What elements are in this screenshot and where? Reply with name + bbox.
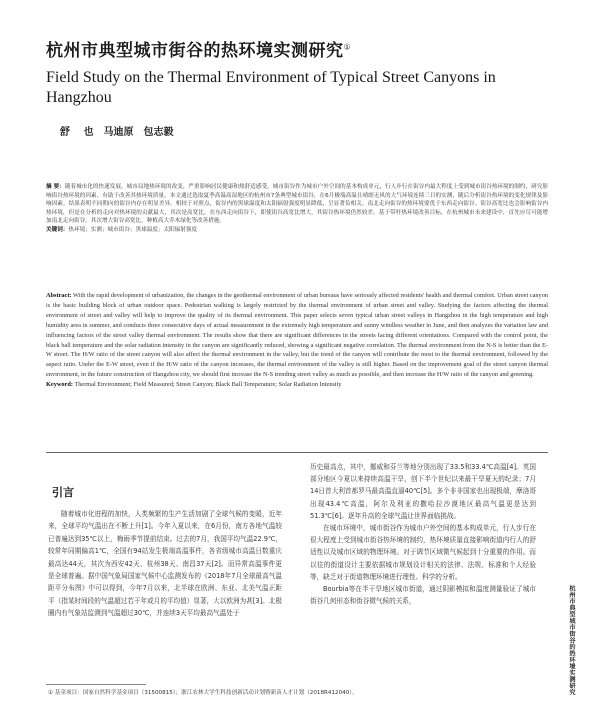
title-chinese: 杭州市典型城市街谷的热环境实测研究① [46,41,352,61]
abstract-english [46,291,548,390]
running-title-side: 杭州市典型城市街谷的热环境实测研究 [568,585,575,696]
abstract-cn-label: 摘 要： [46,184,65,190]
keywords-en-label: Keyword: [46,381,73,389]
abstract-en-label: Abstract: [46,292,72,299]
keywords-cn: 热环境；实测；城市街谷；黑球温度；太阳辐射强度 [68,226,198,233]
abstract-chinese [46,183,548,235]
intro-right-column [310,461,536,607]
intro-left-column: 随着城市化进程的加快，人类频繁的生产生活加剧了全球气候的变暖，近年来，全球平均气温出在不断上升[1]。今年入夏以来，在6月份，南方各地气温较已普遍达到35℃以上，梅雨季节提前结束。过去的7月，我国平均气温22.9℃，较常年同期偏高1℃，全国有94站发生极端高温事件，各省级城市高温日数重庆最高达44天，其次为西安42天、杭州38天、南昌37天[2]。而异常高温事件更是全球普遍。据中国气象局国家气候中心监测发布的《2018年7月全球最高气温距平分布图》中可以得到，今年7月以来，北半球在欧洲、东亚、北美气温正距平（指某时间段的气温超过若干年或月的平均值）显著，大以欧洲为甚[3]。北极圈内有气象站监测到气温超过30℃，并连续3天平均最高气温处于 [48,510,282,618]
intro-right-paragraph-3: Bourbia等在半干旱地区城市街道，通过阴影模拟和温度测量验证了城市街谷几何形态和街谷微气候的关系， [310,585,536,606]
keywords-en: Thermal Environment; Field Measured; Street Canyon; Black Ball Temperature; Solar Radiation Intensity [74,381,342,389]
abstract-cn-text: 随着城市化的快速发展，城市局地热环境的改变，严重影响居民健康和热舒适感受。城市街谷作为城市户外空间的基本构成单元，行人步行在街谷内最大程度上受到城市街谷热环境的制约，研究影响街谷热环境的因素，有助于改善其热环境质量。本文通过选取夏季高温高湿地区的杭州市7条典型城市街谷，在6月极端高温且晴朗无风的大气环境连续三日的实测，随后分析街谷热环境的变化规律及影响因素。结果表明不同朝向的街谷内存在明显差异，相较于对照点，街谷内的黑球温度和太阳辐射强度明显降低，呈显著负相关。南北走向街谷的热环境要优于东西走向街谷。街谷高宽比也会影响街谷内热环境，但是在分析的走向对热环境的贡献最大，其次是高宽比，在东西走向街谷下，即使街谷高宽比增大，其街谷热环境仍然较差。基于带杆热环境改善目标，在杭州城市未来建设中，首先应尽可能增加南北走向街谷，其次增大街谷高宽比，种植高大乔木绿化等改善措施。 [46,184,548,225]
keywords-cn-label: 关键词： [46,226,69,233]
authors: 舒 也 马迪原 包志毅 [60,127,174,138]
title-english: Field Study on the Thermal Environment of Typical Street Canyons in Hangzhou [46,69,496,106]
section-divider [46,452,548,453]
section-heading-intro: 引言 [52,486,74,499]
intro-right-paragraph-2: 在城市环境中，城市街谷作为城市户外空间的基本构成单元，行人步行在很大程度上受到城市街谷热环境的制约，热环境质量直接影响街道内行人的舒适性以及城市区域的物理环境。对于调节区域微气候起到十分重要的作用。而以往的街道设计主要依据城市规划设计相关的法律、法规、标准和个人经验等，缺乏对于街道物理环境进行理性、科学的分析。 [310,524,536,581]
footnote-divider [46,684,146,685]
abstract-en-text: With the rapid development of urbanization, the changes in the geothermal environment of urban bureaus have seriously affected residents' health and thermal comfort. Urban street canyon is the basic building block of urban outdoor space. Pedestrian walking is largely restricted by the thermal environment of urban street and valley. Studying the factors affecting the thermal environment of street and valley will help to improve the quality of its thermal environment. This paper selects seven typical urban street valleys in Hangzhou in the high temperature and high humidity area in summer, and conducts three consecutive days of actual measurement in the extremely high temperature and sunny windless weather in June, and then analyzes the variation law and influencing factors of the street valley thermal environment. The results show that there are significant differences in the streets facing different orientations. Compared with the control point, the black ball temperature and the solar radiation intensity in the canyon are significantly reduced, showing a significant negative correlation. The thermal environment from the N-S is better than the E-W street. The H/W ratio of the street canyon will also affect the thermal environment in the valley, but the trend of the canyon will contribute the most to the thermal environment, followed by the aspect ratio. Under the E-W street, even if the H/W ratio of the canyon increases, the thermal environment of the valley is still higher. Based on the improvement goal of the street canyon thermal environment, in the future construction of Hangzhou city, we should first increase the N-S trending street valley as much as possible, and then increase the H/W ratio of the canyon and greening. [46,292,548,379]
footnote-marker: ① [343,42,352,52]
intro-right-paragraph-1: 历史最高点，其中，挪威和芬兰等地分别出现了33.5和33.4℃高温[4]。英国部分地区今夏以来持续高温干旱，创下半个世纪以来最干旱夏天的纪录；7月14日首大利首都罗马最高温直逼40℃[5]。多个非非国家也出现极端，摩洛哥出现43.4℃高温，阿尔及利亚的撒哈拉沙漠地区最高气温更是达到51.3℃[6]。逐年升高的全球气温让世界面临挑战。 [310,463,536,520]
funding-footnote: ① 基金项目：国家自然科学基金项目（31500815）；浙江农林大学生科技创新活动计划暨新苗人才计划（2018R412040）。 [48,690,358,696]
